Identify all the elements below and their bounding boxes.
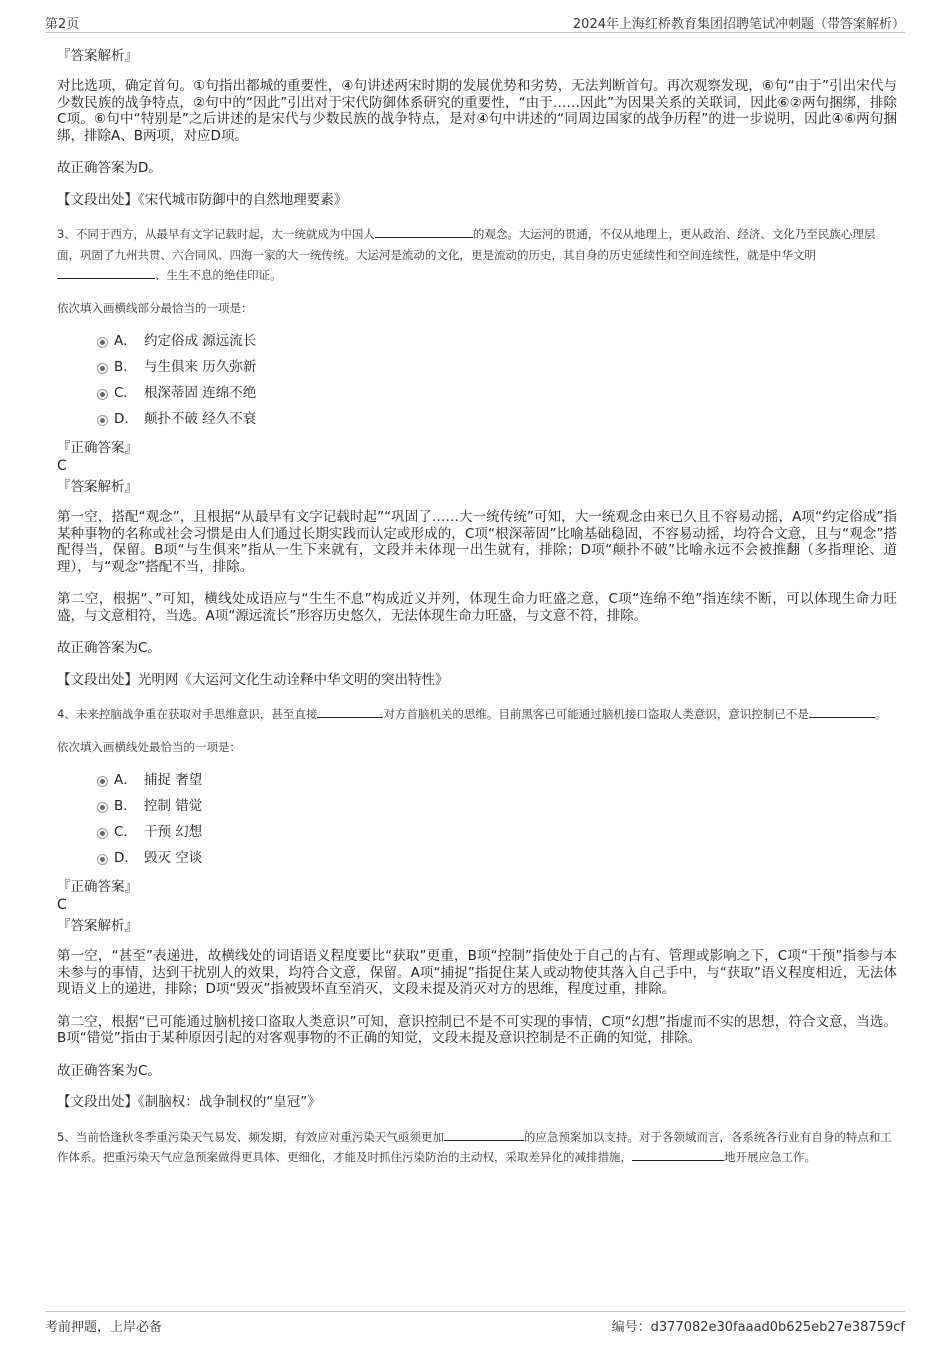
option-b[interactable]: [57, 354, 897, 380]
option-d[interactable]: [57, 406, 897, 432]
question-4-options: [57, 767, 897, 871]
option-letter: A．: [114, 333, 137, 349]
analysis-text: 对比选项，确定首句。①句指出都城的重要性，④句讲述两宋时期的发展优势和劣势，无法判断首句。再次观察发现，⑥句“由于”引出宋代与少数民族的战争特点，②句中的“因此”引出对于宋代防御体系研究的重要性，“由于……因此”为因果关系的关联词，因此⑥②两句捆绑，排除C项。⑥句中“特别是”之后讲述的是宋代与少数民族的战争特点，是对④句中讲述的“同周边国家的战争历程”的进一步说明，因此④⑥两句捆绑，排除A、B两项，对应D项。: [57, 78, 897, 144]
fill-blank[interactable]: [632, 1147, 724, 1161]
correct-answer: C: [57, 897, 67, 913]
option-letter: A．: [114, 772, 137, 788]
option-text: 干预 幻想: [144, 824, 203, 840]
radio-icon[interactable]: [97, 415, 108, 426]
option-text: 捕捉 奢望: [144, 772, 203, 788]
radio-icon[interactable]: [97, 776, 108, 787]
radio-icon[interactable]: [97, 802, 108, 813]
page-header: [45, 10, 905, 33]
option-c[interactable]: [57, 380, 897, 406]
option-b[interactable]: [57, 793, 897, 819]
option-text: 约定俗成 源远流长: [144, 333, 257, 349]
source-line: 【文段出处】光明网《大运河文化生动诠释中华文明的突出特性》: [57, 671, 449, 688]
correct-answer-tag: 『正确答案』: [57, 879, 138, 895]
question-3-options: [57, 328, 897, 432]
analysis-tag: 『答案解析』: [57, 479, 138, 495]
option-text: 毁灭 空谈: [144, 850, 203, 866]
option-d[interactable]: [57, 845, 897, 871]
fill-blank[interactable]: [809, 704, 875, 718]
radio-icon[interactable]: [97, 854, 108, 865]
radio-icon[interactable]: [97, 828, 108, 839]
option-letter: C．: [114, 824, 137, 840]
radio-icon[interactable]: [97, 337, 108, 348]
analysis-tag: 『答案解析』: [57, 48, 138, 64]
analysis-text: 第二空，根据“已可能通过脑机接口盗取人类意识”可知，意识控制已不是不可实现的事情，C项“幻想”指虚而不实的思想，符合文意，当选。B项“错觉”指由于某种原因引起的对客观事物的不正确的知觉，文段未提及意识控制是不正确的知觉，排除。: [57, 1013, 897, 1046]
option-letter: D．: [114, 850, 138, 866]
fill-blank[interactable]: [57, 265, 155, 279]
option-text: 颠扑不破 经久不衰: [144, 411, 257, 427]
page-number: 第2页: [45, 17, 80, 32]
document-title: 2024年上海红桥教育集团招聘笔试冲刺题（带答案解析）: [572, 17, 905, 32]
option-letter: B．: [114, 798, 137, 814]
document-id: 编号：d377082e30faaad0b625eb27e38759cf: [611, 1320, 905, 1335]
analysis-tag: 『答案解析』: [57, 918, 138, 934]
answer-line: 故正确答案为C。: [57, 640, 161, 656]
fill-blank[interactable]: [317, 704, 383, 718]
question-4-stem: 4、未来控脑战争重在获取对手思维意识，甚至直接 对方首脑机关的思维。目前黑客已可能通过脑机接口盗取人类意识，意识控制已不是 。: [57, 704, 897, 725]
document-body: [57, 46, 897, 1168]
question-3-stem: 3、不同于西方，从最早有文字记载时起，大一统就成为中国人 的观念。大运河的贯通，不仅从地理上，更从政治、经济、文化乃至民族心理层面，巩固了九州共贯、六合同风、四海一家的大一统传统。大运河是流动的文化，更是流动的历史，其自身的历史延续性和空间连续性，就是中华文明、生生不息的绝佳印证。: [57, 224, 897, 286]
option-c[interactable]: [57, 819, 897, 845]
radio-icon[interactable]: [97, 389, 108, 400]
fill-blank[interactable]: [444, 1127, 524, 1141]
fill-blank[interactable]: [375, 224, 473, 238]
option-text: 与生俱来 历久弥新: [144, 359, 257, 375]
source-line: 【文段出处】《宋代城市防御中的自然地理要素》: [57, 191, 348, 208]
correct-answer: C: [57, 458, 67, 474]
option-text: 控制 错觉: [144, 798, 203, 814]
answer-line: 故正确答案为C。: [57, 1062, 161, 1079]
correct-answer-tag: 『正确答案』: [57, 440, 138, 456]
option-text: 根深蒂固 连绵不绝: [144, 385, 257, 401]
source-line: 【文段出处】《制脑权：战争制权的“皇冠”》: [57, 1094, 321, 1110]
option-a[interactable]: [57, 328, 897, 354]
page-footer: [45, 1311, 905, 1336]
analysis-text: 第一空，搭配“观念”，且根据“从最早有文字记载时起”“巩固了……大一统传统”可知，大一统观念由来已久且不容易动摇，A项“约定俗成”指某种事物的名称或社会习惯是由人们通过长期实践而认定或形成的，C项“根深蒂固”比喻基础稳固，不容易动摇，均符合文意，且与“观念”搭配得当，保留。B项“与生俱来”指从一生下来就有，文段并未体现一出生就有，排除；D项“颠扑不破”比喻永远不会被推翻（多指理论、道理），与“观念”搭配不当，排除。: [57, 509, 897, 575]
option-letter: C．: [114, 385, 137, 401]
answer-line: 故正确答案为D。: [57, 160, 162, 176]
option-letter: B．: [114, 359, 137, 375]
question-5-stem: 5、当前恰逢秋冬季重污染天气易发、频发期，有效应对重污染天气亟须更加 的应急预案加以支持。对于各领域而言，各系统各行业有自身的特点和工作体系。把重污染天气应急预案做得更具体、更细化，才能及时抓住污染防治的主动权，采取差异化的减排措施， 地开展应急工作。: [57, 1127, 897, 1168]
question-4-prompt: 依次填入画横线处最恰当的一项是：: [57, 739, 241, 754]
option-a[interactable]: [57, 767, 897, 793]
footer-slogan: 考前押题，上岸必备: [45, 1320, 163, 1335]
option-letter: D．: [114, 411, 138, 427]
question-3-prompt: 依次填入画横线部分最恰当的一项是：: [57, 300, 253, 315]
radio-icon[interactable]: [97, 363, 108, 374]
analysis-text: 第二空，根据“、”可知，横线处成语应与“生生不息”构成近义并列，体现生命力旺盛之意，C项“连绵不绝”指连续不断，可以体现生命力旺盛，与文意相符，当选。A项“源远流长”形容历史悠久，无法体现生命力旺盛，与文意不符，排除。: [57, 591, 897, 624]
analysis-text: 第一空，“甚至”表递进，故横线处的词语语义程度要比“获取”更重，B项“控制”指使处于自己的占有、管理或影响之下，C项“干预”指参与本未参与的事情，达到干扰别人的效果，均符合文意，保留。A项“捕捉”指捉住某人或动物使其落入自己手中，与“获取”语义程度相近，无法体现语义上的递进，排除；D项“毁灭”指被毁坏直至消灭，文段未提及消灭对方的思维，程度过重，排除。: [57, 948, 897, 997]
